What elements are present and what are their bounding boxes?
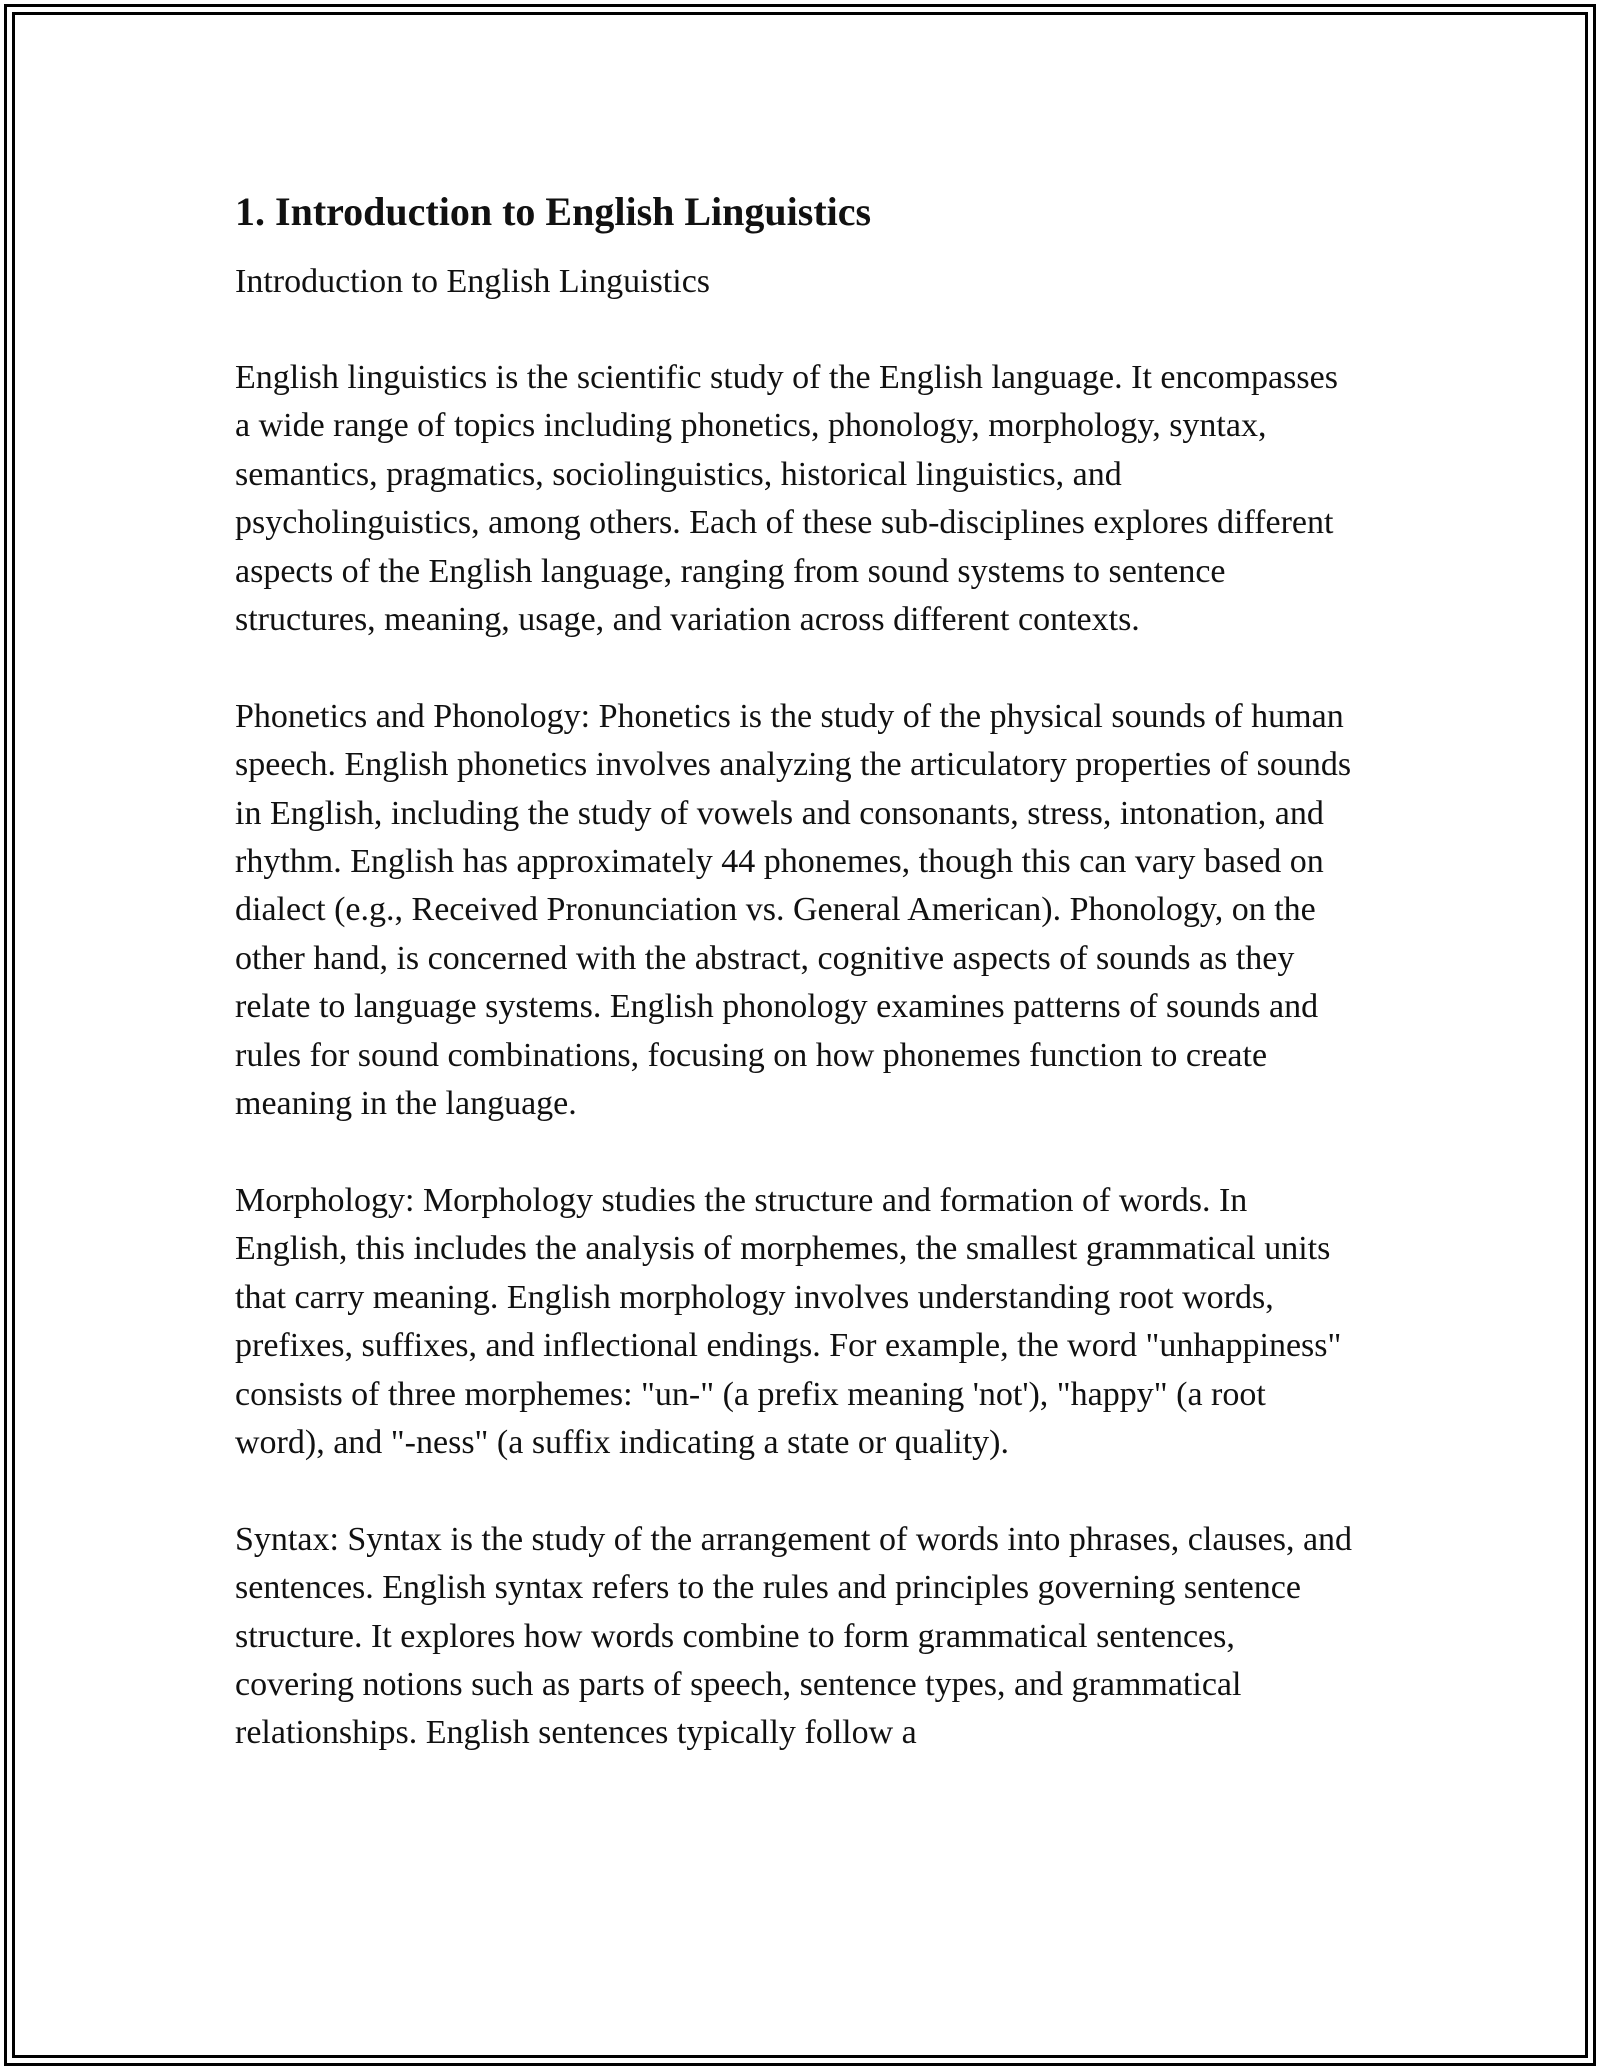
section-subtitle: Introduction to English Linguistics: [235, 263, 711, 300]
paragraph-overview: English linguistics is the scientific study of the English language. It encompasses a wide range of topics including phonetics, phonology, morphology, syntax, semantics, pragmatics, sociolinguistics, historical linguistics, and psycholinguistics, among others. Each of these sub-disciplines explores different aspects of the English language, ranging from sound systems to sentence structures, meaning, usage, and variation across different contexts.: [235, 359, 1338, 639]
paragraph-morphology: Morphology: Morphology studies the structure and formation of words. In English, this includes the analysis of morphemes, the smallest grammatical units that carry meaning. English morphology involves understanding root words, prefixes, suffixes, and inflectional endings. For example, the word "unhappiness" consists of three morphemes: "un-" (a prefix meaning 'not'), "happy" (a root word), and "-ness" (a suffix indicating a state or quality).: [235, 1181, 1342, 1461]
document-body: [235, 186, 1355, 1806]
page-title: 1. Introduction to English Linguistics: [235, 189, 872, 234]
paragraph-phonetics-phonology: Phonetics and Phonology: Phonetics is the study of the physical sounds of human speech. English phonetics involves analyzing the articulatory properties of sounds in English, including the study of vowels and consonants, stress, intonation, and rhythm. English has approximately 44 phonemes, though this can vary based on dialect (e.g., Received Pronunciation vs. General American). Phonology, on the other hand, is concerned with the abstract, cognitive aspects of sounds as they relate to language systems. English phonology examines patterns of sounds and rules for sound combinations, focusing on how phonemes function to create meaning in the language.: [235, 697, 1352, 1123]
paragraph-syntax: Syntax: Syntax is the study of the arrangement of words into phrases, clauses, and sentences. English syntax refers to the rules and principles governing sentence structure. It explores how words combine to form grammatical sentences, covering notions such as parts of speech, sentence types, and grammatical relationships. English sentences typically follow a: [235, 1520, 1353, 1752]
